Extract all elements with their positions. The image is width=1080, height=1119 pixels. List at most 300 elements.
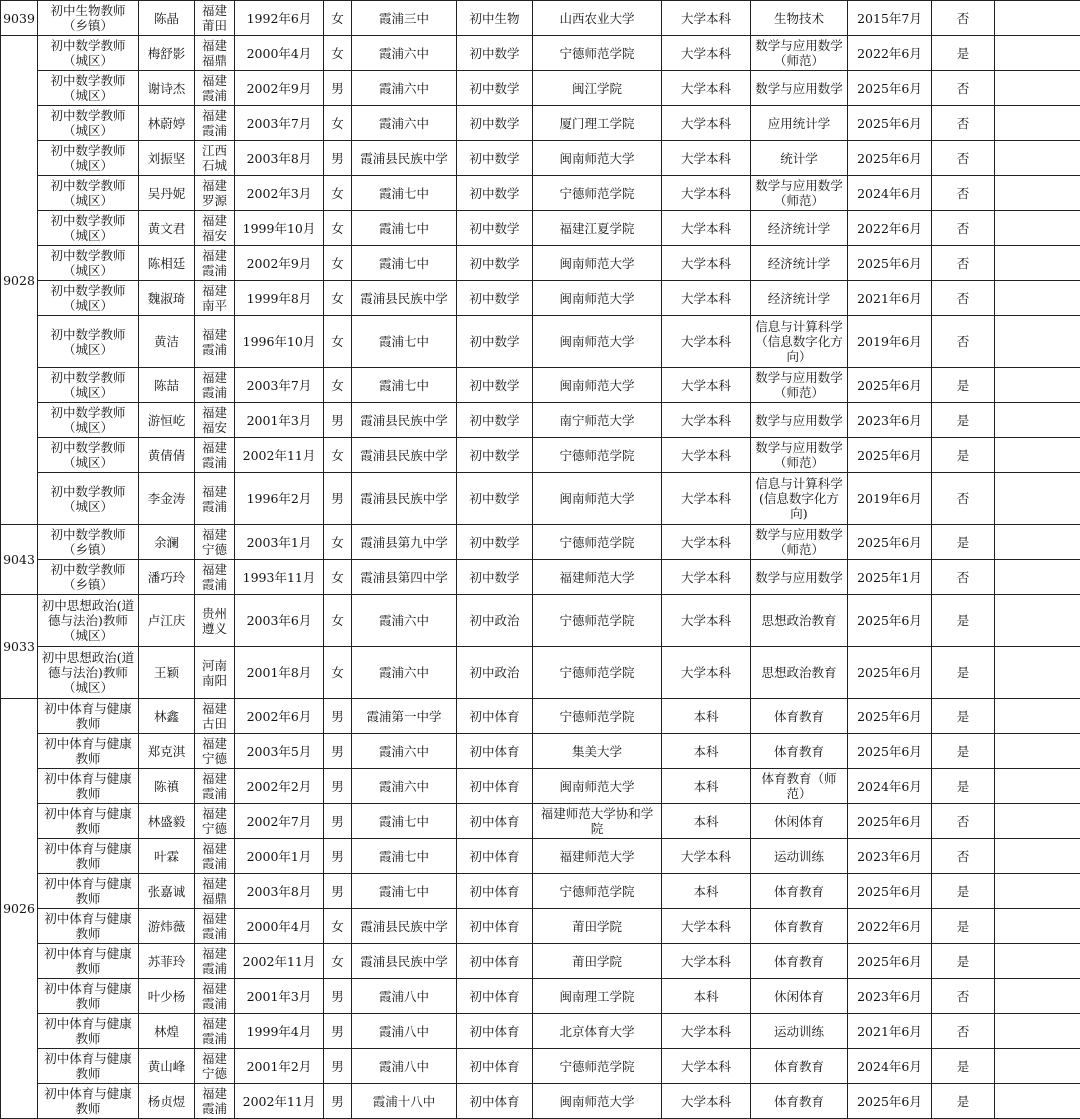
degree-cell: 大学本科 <box>662 403 751 438</box>
university-cell: 宁德师范学院 <box>533 36 662 71</box>
birth-cell: 2001年3月 <box>235 979 324 1014</box>
school-cell: 霞浦七中 <box>352 839 457 874</box>
fresh-grad-cell: 否 <box>932 71 995 106</box>
major-cell: 经济统计学 <box>751 211 848 246</box>
university-cell: 闽南师范大学 <box>533 281 662 316</box>
school-cell: 霞浦县第四中学 <box>352 560 457 595</box>
graduation-cell: 2025年6月 <box>848 246 932 281</box>
remarks-cell <box>995 1049 1080 1084</box>
graduation-cell: 2025年6月 <box>848 804 932 839</box>
graduation-cell: 2022年6月 <box>848 36 932 71</box>
university-cell: 宁德师范学院 <box>533 699 662 734</box>
name-cell: 卢江庆 <box>139 595 195 647</box>
degree-cell: 大学本科 <box>662 316 751 368</box>
table-row <box>1 368 1080 403</box>
degree-cell: 大学本科 <box>662 1049 751 1084</box>
birth-cell: 2003年6月 <box>235 595 324 647</box>
school-cell: 霞浦六中 <box>352 734 457 769</box>
graduation-cell: 2024年6月 <box>848 176 932 211</box>
position-cell: 初中体育与健康教师 <box>38 699 139 734</box>
major-cell: 体育教育 <box>751 1049 848 1084</box>
remarks-cell <box>995 438 1080 473</box>
degree-cell: 大学本科 <box>662 246 751 281</box>
name-cell: 林盛毅 <box>139 804 195 839</box>
remarks-cell <box>995 1014 1080 1049</box>
school-cell: 霞浦县第九中学 <box>352 525 457 560</box>
university-cell: 集美大学 <box>533 734 662 769</box>
graduation-cell: 2025年6月 <box>848 438 932 473</box>
position-cell: 初中数学教师（城区） <box>38 106 139 141</box>
gender-cell: 男 <box>324 699 352 734</box>
subject-cell: 初中政治 <box>457 647 533 699</box>
degree-cell: 大学本科 <box>662 438 751 473</box>
origin-cell: 福建霞浦 <box>195 1014 235 1049</box>
origin-cell: 福建霞浦 <box>195 839 235 874</box>
school-cell: 霞浦七中 <box>352 804 457 839</box>
origin-cell: 江西石城 <box>195 141 235 176</box>
fresh-grad-cell: 否 <box>932 281 995 316</box>
remarks-cell <box>995 211 1080 246</box>
position-cell: 初中生物教师（乡镇） <box>38 1 139 36</box>
fresh-grad-cell: 是 <box>932 1084 995 1119</box>
remarks-cell <box>995 647 1080 699</box>
name-cell: 吴丹妮 <box>139 176 195 211</box>
school-cell: 霞浦六中 <box>352 595 457 647</box>
table-body <box>1 1 1080 1119</box>
origin-cell: 福建南平 <box>195 281 235 316</box>
school-cell: 霞浦七中 <box>352 874 457 909</box>
table-row <box>1 874 1080 909</box>
table-row <box>1 1 1080 36</box>
fresh-grad-cell: 否 <box>932 106 995 141</box>
university-cell: 宁德师范学院 <box>533 1049 662 1084</box>
major-cell: 数学与应用数学 <box>751 560 848 595</box>
table-row <box>1 71 1080 106</box>
birth-cell: 2000年4月 <box>235 36 324 71</box>
remarks-cell <box>995 699 1080 734</box>
remarks-cell <box>995 36 1080 71</box>
gender-cell: 男 <box>324 141 352 176</box>
fresh-grad-cell: 否 <box>932 839 995 874</box>
table-row <box>1 804 1080 839</box>
name-cell: 游恒屹 <box>139 403 195 438</box>
origin-cell: 河南南阳 <box>195 647 235 699</box>
graduation-cell: 2015年7月 <box>848 1 932 36</box>
major-cell: 数学与应用数学（师范） <box>751 525 848 560</box>
table-row <box>1 106 1080 141</box>
position-cell: 初中数学教师（城区） <box>38 316 139 368</box>
major-cell: 数学与应用数学 <box>751 71 848 106</box>
graduation-cell: 2025年6月 <box>848 106 932 141</box>
name-cell: 李金涛 <box>139 473 195 525</box>
subject-cell: 初中数学 <box>457 560 533 595</box>
fresh-grad-cell: 否 <box>932 211 995 246</box>
graduation-cell: 2025年6月 <box>848 71 932 106</box>
origin-cell: 福建宁德 <box>195 804 235 839</box>
degree-cell: 大学本科 <box>662 473 751 525</box>
gender-cell: 男 <box>324 1049 352 1084</box>
birth-cell: 2002年3月 <box>235 176 324 211</box>
position-cell: 初中数学教师（城区） <box>38 176 139 211</box>
remarks-cell <box>995 595 1080 647</box>
position-cell: 初中数学教师（乡镇） <box>38 560 139 595</box>
gender-cell: 女 <box>324 525 352 560</box>
birth-cell: 2003年5月 <box>235 734 324 769</box>
position-code-cell: 9026 <box>1 699 38 1119</box>
degree-cell: 大学本科 <box>662 647 751 699</box>
gender-cell: 女 <box>324 281 352 316</box>
table-row <box>1 909 1080 944</box>
table-row <box>1 246 1080 281</box>
major-cell: 体育教育（师范） <box>751 769 848 804</box>
position-cell: 初中数学教师（城区） <box>38 403 139 438</box>
major-cell: 体育教育 <box>751 734 848 769</box>
name-cell: 林鑫 <box>139 699 195 734</box>
degree-cell: 本科 <box>662 734 751 769</box>
gender-cell: 男 <box>324 804 352 839</box>
major-cell: 信息与计算科学（信息数字化方向） <box>751 316 848 368</box>
gender-cell: 男 <box>324 71 352 106</box>
remarks-cell <box>995 403 1080 438</box>
major-cell: 体育教育 <box>751 1084 848 1119</box>
table-row <box>1 438 1080 473</box>
subject-cell: 初中体育 <box>457 909 533 944</box>
birth-cell: 1999年4月 <box>235 1014 324 1049</box>
graduation-cell: 2025年6月 <box>848 1084 932 1119</box>
gender-cell: 女 <box>324 944 352 979</box>
position-code-cell: 9033 <box>1 595 38 699</box>
position-cell: 初中数学教师（城区） <box>38 438 139 473</box>
remarks-cell <box>995 769 1080 804</box>
position-cell: 初中体育与健康教师 <box>38 874 139 909</box>
fresh-grad-cell: 是 <box>932 595 995 647</box>
graduation-cell: 2025年6月 <box>848 944 932 979</box>
position-cell: 初中体育与健康教师 <box>38 1014 139 1049</box>
table-row <box>1 1084 1080 1119</box>
school-cell: 霞浦六中 <box>352 769 457 804</box>
university-cell: 福建师范大学 <box>533 560 662 595</box>
school-cell: 霞浦三中 <box>352 1 457 36</box>
birth-cell: 2002年2月 <box>235 769 324 804</box>
graduation-cell: 2023年6月 <box>848 403 932 438</box>
gender-cell: 女 <box>324 647 352 699</box>
gender-cell: 女 <box>324 246 352 281</box>
origin-cell: 福建霞浦 <box>195 71 235 106</box>
birth-cell: 1992年6月 <box>235 1 324 36</box>
university-cell: 南宁师范大学 <box>533 403 662 438</box>
origin-cell: 福建宁德 <box>195 525 235 560</box>
position-cell: 初中体育与健康教师 <box>38 839 139 874</box>
position-cell: 初中思想政治(道德与法治)教师（城区） <box>38 647 139 699</box>
university-cell: 闽南师范大学 <box>533 1084 662 1119</box>
graduation-cell: 2025年6月 <box>848 699 932 734</box>
graduation-cell: 2025年6月 <box>848 734 932 769</box>
major-cell: 体育教育 <box>751 874 848 909</box>
origin-cell: 福建福安 <box>195 211 235 246</box>
subject-cell: 初中政治 <box>457 595 533 647</box>
name-cell: 苏菲玲 <box>139 944 195 979</box>
remarks-cell <box>995 71 1080 106</box>
school-cell: 霞浦县民族中学 <box>352 909 457 944</box>
name-cell: 陈晶 <box>139 1 195 36</box>
origin-cell: 福建霞浦 <box>195 1084 235 1119</box>
origin-cell: 福建霞浦 <box>195 560 235 595</box>
gender-cell: 女 <box>324 106 352 141</box>
name-cell: 黄文君 <box>139 211 195 246</box>
birth-cell: 2002年7月 <box>235 804 324 839</box>
major-cell: 信息与计算科学(信息数字化方向) <box>751 473 848 525</box>
school-cell: 霞浦县民族中学 <box>352 944 457 979</box>
graduation-cell: 2025年6月 <box>848 368 932 403</box>
subject-cell: 初中数学 <box>457 176 533 211</box>
degree-cell: 大学本科 <box>662 211 751 246</box>
degree-cell: 大学本科 <box>662 839 751 874</box>
remarks-cell <box>995 874 1080 909</box>
school-cell: 霞浦八中 <box>352 979 457 1014</box>
birth-cell: 2002年11月 <box>235 944 324 979</box>
fresh-grad-cell: 是 <box>932 36 995 71</box>
origin-cell: 福建霞浦 <box>195 909 235 944</box>
table-row <box>1 176 1080 211</box>
origin-cell: 福建罗源 <box>195 176 235 211</box>
fresh-grad-cell: 是 <box>932 368 995 403</box>
birth-cell: 1993年11月 <box>235 560 324 595</box>
remarks-cell <box>995 804 1080 839</box>
fresh-grad-cell: 是 <box>932 647 995 699</box>
university-cell: 宁德师范学院 <box>533 176 662 211</box>
origin-cell: 福建霞浦 <box>195 106 235 141</box>
fresh-grad-cell: 是 <box>932 909 995 944</box>
major-cell: 数学与应用数学（师范） <box>751 176 848 211</box>
subject-cell: 初中数学 <box>457 211 533 246</box>
origin-cell: 福建古田 <box>195 699 235 734</box>
subject-cell: 初中体育 <box>457 699 533 734</box>
degree-cell: 大学本科 <box>662 909 751 944</box>
fresh-grad-cell: 否 <box>932 979 995 1014</box>
table-row <box>1 595 1080 647</box>
degree-cell: 大学本科 <box>662 176 751 211</box>
school-cell: 霞浦县民族中学 <box>352 141 457 176</box>
subject-cell: 初中体育 <box>457 979 533 1014</box>
university-cell: 宁德师范学院 <box>533 438 662 473</box>
graduation-cell: 2025年6月 <box>848 647 932 699</box>
graduation-cell: 2025年6月 <box>848 874 932 909</box>
table-row <box>1 734 1080 769</box>
table-row <box>1 1049 1080 1084</box>
graduation-cell: 2024年6月 <box>848 769 932 804</box>
degree-cell: 本科 <box>662 804 751 839</box>
birth-cell: 2002年9月 <box>235 71 324 106</box>
university-cell: 闽南师范大学 <box>533 316 662 368</box>
subject-cell: 初中数学 <box>457 368 533 403</box>
graduation-cell: 2022年6月 <box>848 909 932 944</box>
origin-cell: 福建霞浦 <box>195 769 235 804</box>
origin-cell: 福建福鼎 <box>195 36 235 71</box>
name-cell: 黄山峰 <box>139 1049 195 1084</box>
subject-cell: 初中体育 <box>457 804 533 839</box>
school-cell: 霞浦第一中学 <box>352 699 457 734</box>
fresh-grad-cell: 是 <box>932 874 995 909</box>
subject-cell: 初中体育 <box>457 769 533 804</box>
degree-cell: 本科 <box>662 699 751 734</box>
degree-cell: 大学本科 <box>662 595 751 647</box>
university-cell: 宁德师范学院 <box>533 595 662 647</box>
school-cell: 霞浦六中 <box>352 647 457 699</box>
subject-cell: 初中数学 <box>457 281 533 316</box>
school-cell: 霞浦六中 <box>352 36 457 71</box>
birth-cell: 1996年10月 <box>235 316 324 368</box>
university-cell: 福建江夏学院 <box>533 211 662 246</box>
birth-cell: 2003年7月 <box>235 368 324 403</box>
major-cell: 数学与应用数学（师范） <box>751 438 848 473</box>
subject-cell: 初中数学 <box>457 246 533 281</box>
birth-cell: 2002年9月 <box>235 246 324 281</box>
fresh-grad-cell: 是 <box>932 944 995 979</box>
major-cell: 数学与应用数学（师范） <box>751 36 848 71</box>
major-cell: 休闲体育 <box>751 979 848 1014</box>
graduation-cell: 2024年6月 <box>848 1049 932 1084</box>
position-cell: 初中体育与健康教师 <box>38 944 139 979</box>
position-cell: 初中体育与健康教师 <box>38 734 139 769</box>
school-cell: 霞浦七中 <box>352 176 457 211</box>
name-cell: 黄倩倩 <box>139 438 195 473</box>
gender-cell: 女 <box>324 595 352 647</box>
degree-cell: 大学本科 <box>662 71 751 106</box>
degree-cell: 大学本科 <box>662 560 751 595</box>
gender-cell: 男 <box>324 979 352 1014</box>
origin-cell: 福建福鼎 <box>195 874 235 909</box>
school-cell: 霞浦县民族中学 <box>352 281 457 316</box>
fresh-grad-cell: 否 <box>932 1 995 36</box>
subject-cell: 初中体育 <box>457 874 533 909</box>
major-cell: 数学与应用数学（师范） <box>751 368 848 403</box>
university-cell: 宁德师范学院 <box>533 525 662 560</box>
school-cell: 霞浦县民族中学 <box>352 403 457 438</box>
name-cell: 余澜 <box>139 525 195 560</box>
subject-cell: 初中数学 <box>457 525 533 560</box>
position-cell: 初中体育与健康教师 <box>38 909 139 944</box>
position-cell: 初中数学教师（城区） <box>38 368 139 403</box>
fresh-grad-cell: 否 <box>932 176 995 211</box>
position-cell: 初中数学教师（城区） <box>38 281 139 316</box>
subject-cell: 初中数学 <box>457 36 533 71</box>
table-row <box>1 1014 1080 1049</box>
major-cell: 运动训练 <box>751 839 848 874</box>
university-cell: 闽南师范大学 <box>533 473 662 525</box>
fresh-grad-cell: 是 <box>932 699 995 734</box>
school-cell: 霞浦县民族中学 <box>352 438 457 473</box>
graduation-cell: 2019年6月 <box>848 316 932 368</box>
graduation-cell: 2021年6月 <box>848 1014 932 1049</box>
gender-cell: 女 <box>324 560 352 595</box>
school-cell: 霞浦十八中 <box>352 1084 457 1119</box>
gender-cell: 女 <box>324 1 352 36</box>
position-cell: 初中数学教师（城区） <box>38 71 139 106</box>
university-cell: 山西农业大学 <box>533 1 662 36</box>
major-cell: 生物技术 <box>751 1 848 36</box>
subject-cell: 初中数学 <box>457 71 533 106</box>
gender-cell: 男 <box>324 473 352 525</box>
gender-cell: 女 <box>324 211 352 246</box>
graduation-cell: 2023年6月 <box>848 979 932 1014</box>
gender-cell: 男 <box>324 839 352 874</box>
remarks-cell <box>995 909 1080 944</box>
gender-cell: 女 <box>324 176 352 211</box>
degree-cell: 大学本科 <box>662 141 751 176</box>
degree-cell: 大学本科 <box>662 281 751 316</box>
subject-cell: 初中体育 <box>457 734 533 769</box>
birth-cell: 2000年1月 <box>235 839 324 874</box>
remarks-cell <box>995 141 1080 176</box>
origin-cell: 贵州遵义 <box>195 595 235 647</box>
school-cell: 霞浦七中 <box>352 246 457 281</box>
table-row <box>1 769 1080 804</box>
major-cell: 运动训练 <box>751 1014 848 1049</box>
gender-cell: 女 <box>324 368 352 403</box>
university-cell: 莆田学院 <box>533 944 662 979</box>
name-cell: 叶少杨 <box>139 979 195 1014</box>
origin-cell: 福建霞浦 <box>195 944 235 979</box>
university-cell: 宁德师范学院 <box>533 874 662 909</box>
table-row <box>1 316 1080 368</box>
degree-cell: 本科 <box>662 874 751 909</box>
university-cell: 闽南师范大学 <box>533 368 662 403</box>
table-row <box>1 36 1080 71</box>
fresh-grad-cell: 否 <box>932 141 995 176</box>
university-cell: 宁德师范学院 <box>533 647 662 699</box>
subject-cell: 初中数学 <box>457 403 533 438</box>
remarks-cell <box>995 473 1080 525</box>
subject-cell: 初中体育 <box>457 944 533 979</box>
remarks-cell <box>995 106 1080 141</box>
origin-cell: 福建福安 <box>195 403 235 438</box>
birth-cell: 2003年1月 <box>235 525 324 560</box>
name-cell: 刘振坚 <box>139 141 195 176</box>
name-cell: 黄洁 <box>139 316 195 368</box>
major-cell: 经济统计学 <box>751 246 848 281</box>
degree-cell: 大学本科 <box>662 1084 751 1119</box>
position-cell: 初中体育与健康教师 <box>38 769 139 804</box>
origin-cell: 福建霞浦 <box>195 246 235 281</box>
fresh-grad-cell: 是 <box>932 1049 995 1084</box>
degree-cell: 大学本科 <box>662 368 751 403</box>
name-cell: 陈禛 <box>139 769 195 804</box>
remarks-cell <box>995 176 1080 211</box>
name-cell: 梅舒影 <box>139 36 195 71</box>
subject-cell: 初中数学 <box>457 141 533 176</box>
remarks-cell <box>995 1084 1080 1119</box>
remarks-cell <box>995 979 1080 1014</box>
birth-cell: 2002年6月 <box>235 699 324 734</box>
remarks-cell <box>995 316 1080 368</box>
position-code-cell: 9043 <box>1 525 38 595</box>
degree-cell: 大学本科 <box>662 106 751 141</box>
subject-cell: 初中数学 <box>457 316 533 368</box>
origin-cell: 福建霞浦 <box>195 368 235 403</box>
position-cell: 初中体育与健康教师 <box>38 979 139 1014</box>
origin-cell: 福建莆田 <box>195 1 235 36</box>
subject-cell: 初中数学 <box>457 473 533 525</box>
name-cell: 游炜薇 <box>139 909 195 944</box>
university-cell: 闽南师范大学 <box>533 141 662 176</box>
position-cell: 初中体育与健康教师 <box>38 1084 139 1119</box>
origin-cell: 福建霞浦 <box>195 979 235 1014</box>
position-cell: 初中数学教师（乡镇） <box>38 525 139 560</box>
table-row <box>1 979 1080 1014</box>
remarks-cell <box>995 368 1080 403</box>
fresh-grad-cell: 否 <box>932 316 995 368</box>
graduation-cell: 2021年6月 <box>848 281 932 316</box>
